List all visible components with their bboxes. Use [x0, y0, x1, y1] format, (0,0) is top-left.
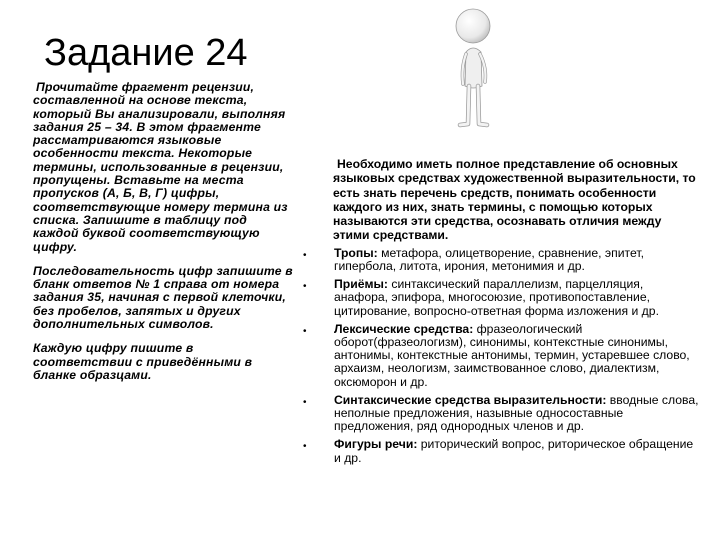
term-label: Тропы: — [334, 245, 378, 260]
terms-intro — [333, 157, 700, 243]
stick-figure-icon — [448, 6, 506, 130]
bullet-icon: • — [303, 249, 307, 261]
instructions-paragraph-2: Последовательность цифр запишите в бланк ответов № 1 справа от номера задания 35, начиная с первой клеточки, без пробелов, запятых и других дополнительных символов. — [33, 263, 293, 332]
bullet-icon: • — [303, 441, 307, 453]
bullet-icon: • — [303, 396, 307, 408]
term-text: риторический вопрос, риторическое обращение и др. — [334, 437, 694, 465]
term-text: метафора, олицетворение, сравнение, эпитет, гипербола, литота, ирония, метонимия и др. — [334, 245, 644, 273]
term-text: синтаксический параллелизм, парцелляция, анафора, эпифора, многосоюзие, противопоставление, цитирование, вопросно-ответная форма изложения и др. — [334, 277, 659, 318]
instructions-paragraph-3: Каждую цифру пишите в соответствии с приведёнными в бланке образцами. — [33, 341, 253, 382]
list-item — [300, 278, 700, 318]
instructions-column — [33, 81, 295, 382]
list-item — [300, 247, 700, 273]
term-label: Синтаксические средства выразительности: — [334, 392, 607, 407]
term-label: Приёмы: — [334, 277, 388, 292]
term-label: Фигуры речи: — [334, 437, 418, 452]
term-label: Лексические средства: — [334, 321, 474, 336]
page-title: Задание 24 — [44, 32, 248, 74]
terms-list — [300, 247, 700, 465]
list-item — [300, 394, 700, 434]
terms-intro-first-line: Необходимо иметь полное представление об — [337, 157, 614, 171]
bullet-icon: • — [303, 325, 307, 337]
term-text: фразеологический оборот(фразеологизм), синонимы, контекстные синонимы, антонимы, контекстные антонимы, термин, устаревшее слово, архаизм, неологизм, заимствованное слово, диалектизм, оксюморон и др. — [334, 321, 690, 389]
instructions-paragraph-1: Прочитайте фрагмент рецензии, составленной на основе текста, который Вы анализировали, выполняя задания 25 – 34. В этом фрагменте рассматриваются языковые особенности текста. Некоторые термины, использованные в рецензии, пропущены. Вставьте на места пропусков (А, Б, В, Г) цифры, соответствующие номеру термина из списка. Запишите в таблицу под каждой буквой соответствующую цифру. — [33, 80, 288, 254]
list-item — [300, 438, 700, 464]
terms-column — [300, 157, 700, 470]
terms-intro-rest: основных языковых средствах художественной выразительности, то есть знать перечень средств, понимать особенности каждого из них, знать термины, с помощью которых называются эти средства, осознавать отличия между этими средствами. — [333, 157, 696, 243]
term-text: вводные слова, неполные предложения, назывные односоставные предложения, ряд однородных членов и др. — [334, 392, 699, 434]
bullet-icon: • — [303, 281, 307, 293]
list-item — [300, 323, 700, 389]
